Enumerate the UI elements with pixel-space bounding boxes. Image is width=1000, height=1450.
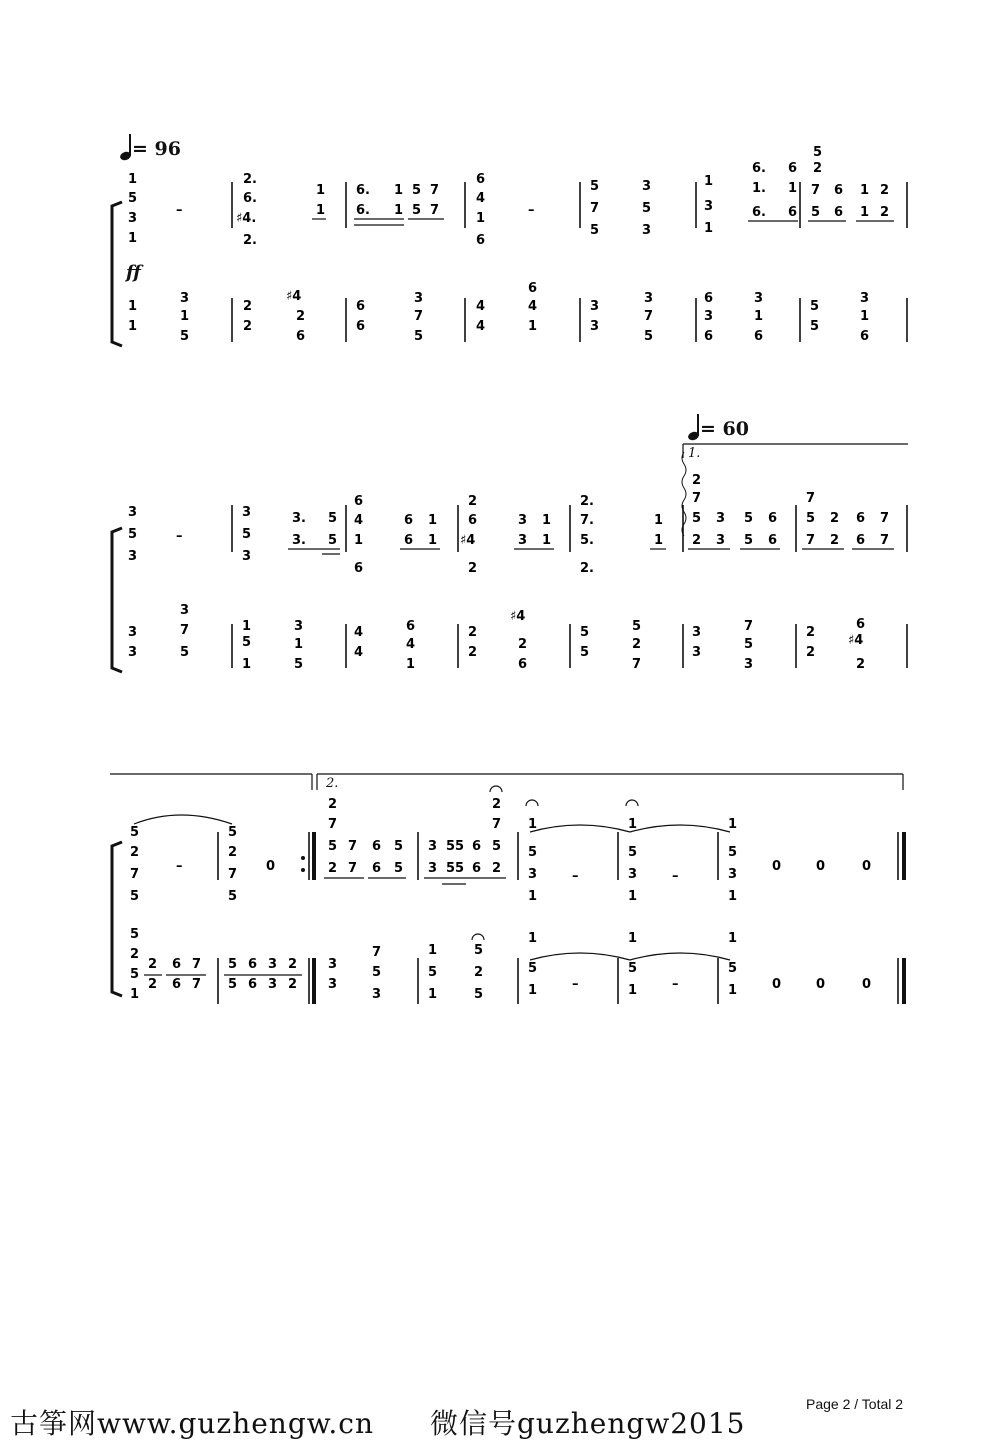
note: 1 xyxy=(528,817,538,832)
note: 2 xyxy=(228,845,238,860)
note: 3 xyxy=(704,309,714,324)
note: 6 xyxy=(860,329,870,344)
note: 5 xyxy=(528,845,538,860)
note: 3 xyxy=(692,625,702,640)
note: 1 xyxy=(128,299,138,314)
note: 1 xyxy=(728,983,738,998)
note: 1 xyxy=(542,513,552,528)
note: 5 xyxy=(294,657,304,672)
note: 6 xyxy=(476,233,486,248)
note: 1 xyxy=(628,983,638,998)
note: 6 xyxy=(856,511,866,526)
note: 3 xyxy=(692,645,702,660)
note: 1 xyxy=(406,657,416,672)
note: 5 xyxy=(744,511,754,526)
note: 3 xyxy=(754,291,764,306)
note: 5 xyxy=(728,961,738,976)
note: 2 xyxy=(148,957,158,972)
note: 0 xyxy=(266,859,276,874)
note: 2 xyxy=(492,797,502,812)
system-3-underlines xyxy=(324,878,506,884)
note: 1 xyxy=(654,513,664,528)
system-1-lower-notes xyxy=(128,281,869,344)
note: – xyxy=(672,977,679,992)
system-2 xyxy=(112,444,908,672)
note: 3 xyxy=(268,977,278,992)
note: 2 xyxy=(632,637,642,652)
note: 3 xyxy=(716,511,726,526)
note: 3 xyxy=(328,957,338,972)
note: 6 xyxy=(518,657,528,672)
note: 2 xyxy=(468,494,478,509)
note: 7 xyxy=(590,201,600,216)
note: 5 xyxy=(528,961,538,976)
note: 55 xyxy=(446,861,465,876)
note: 3 xyxy=(372,987,382,1002)
note: 7 xyxy=(414,309,424,324)
note: 0 xyxy=(862,977,872,992)
note: 6 xyxy=(372,861,382,876)
note: 6 xyxy=(406,619,416,634)
note: 6 xyxy=(172,957,182,972)
note: 5 xyxy=(813,145,823,160)
note: 7 xyxy=(348,861,358,876)
note: 1 xyxy=(628,889,638,904)
note: ♯4 xyxy=(510,609,526,624)
note: 6 xyxy=(834,205,844,220)
note: 1 xyxy=(428,513,438,528)
page-number: Page 2 / Total 2 xyxy=(806,1396,904,1412)
note: 2 xyxy=(468,561,478,576)
note: 5 xyxy=(428,965,438,980)
note: 2 xyxy=(148,977,158,992)
system-2-upper-notes xyxy=(128,473,889,576)
note: 6 xyxy=(354,494,364,509)
note: 6 xyxy=(248,957,258,972)
note: 2 xyxy=(692,533,702,548)
note: 5. xyxy=(580,533,594,548)
note: 1 xyxy=(242,657,252,672)
note: 5 xyxy=(412,203,422,218)
note: 2 xyxy=(468,645,478,660)
note: 6. xyxy=(356,203,370,218)
note: 6 xyxy=(404,533,414,548)
note: 5 xyxy=(642,201,652,216)
note: 2 xyxy=(830,511,840,526)
note: 3 xyxy=(128,211,138,226)
note: 4 xyxy=(476,319,486,334)
note: 6 xyxy=(768,533,778,548)
note: 5 xyxy=(394,861,404,876)
note: 1 xyxy=(294,637,304,652)
note: 3 xyxy=(704,199,714,214)
note: 2. xyxy=(243,172,257,187)
note: 2 xyxy=(243,299,253,314)
tempo-60-label: = 60 xyxy=(700,418,749,440)
note: 5 xyxy=(130,825,140,840)
note: 3 xyxy=(268,957,278,972)
note: – xyxy=(176,203,183,218)
note: 6. xyxy=(356,183,370,198)
note: 1 xyxy=(428,533,438,548)
note: 3 xyxy=(642,179,652,194)
note: 1 xyxy=(788,181,798,196)
note: 5 xyxy=(130,889,140,904)
note: 7 xyxy=(130,867,140,882)
note: 0 xyxy=(772,859,782,874)
note: 7 xyxy=(192,957,202,972)
note: 2 xyxy=(830,533,840,548)
note: 3 xyxy=(628,867,638,882)
note: 6. xyxy=(752,161,766,176)
note: 1 xyxy=(528,931,538,946)
note: 3 xyxy=(414,291,424,306)
note: 3 xyxy=(528,867,538,882)
tempo-96-label: = 96 xyxy=(132,138,181,160)
note: 7 xyxy=(632,657,642,672)
note: 5 xyxy=(810,299,820,314)
note: 5 xyxy=(692,511,702,526)
note: 3 xyxy=(518,533,528,548)
note: 3 xyxy=(728,867,738,882)
note: 1 xyxy=(860,183,870,198)
note: 1 xyxy=(316,183,326,198)
note: 4 xyxy=(476,299,486,314)
note: 55 xyxy=(446,839,465,854)
note: 1 xyxy=(628,817,638,832)
note: 5 xyxy=(228,825,238,840)
note: 2 xyxy=(474,965,484,980)
note: 5 xyxy=(328,533,338,548)
note: 3 xyxy=(744,657,754,672)
note: 5 xyxy=(806,511,816,526)
note: 5 xyxy=(474,987,484,1002)
note: 7 xyxy=(228,867,238,882)
note: 6 xyxy=(372,839,382,854)
note: 1 xyxy=(130,987,140,1002)
tie-icon xyxy=(530,953,730,960)
note: 6 xyxy=(856,617,866,632)
note: 5 xyxy=(328,839,338,854)
note: 6 xyxy=(754,329,764,344)
note: 6 xyxy=(704,329,714,344)
system-3-lower-notes xyxy=(130,927,871,1002)
system-3-upper-notes xyxy=(130,797,871,904)
system-3-barlines xyxy=(218,832,904,1004)
note: 6 xyxy=(468,513,478,528)
note: 5 xyxy=(590,179,600,194)
system-2-brace xyxy=(112,528,122,672)
note: 5 xyxy=(412,183,422,198)
note: 1 xyxy=(754,309,764,324)
note: 6 xyxy=(172,977,182,992)
note: 4 xyxy=(354,645,364,660)
note: 1 xyxy=(728,817,738,832)
note: 3 xyxy=(590,299,600,314)
note: 6 xyxy=(788,205,798,220)
note: 2 xyxy=(880,183,890,198)
note: 6 xyxy=(356,319,366,334)
note: 7 xyxy=(692,491,702,506)
note: 7 xyxy=(430,203,440,218)
note: 1 xyxy=(180,309,190,324)
note: 5 xyxy=(130,967,140,982)
repeat-dots xyxy=(301,856,305,872)
note: 2 xyxy=(806,625,816,640)
note: 5 xyxy=(811,205,821,220)
system-1-underlines xyxy=(312,219,894,225)
note: 5 xyxy=(744,637,754,652)
note: 7 xyxy=(880,533,890,548)
note: 1 xyxy=(528,319,538,334)
note: 3 xyxy=(860,291,870,306)
note: 6 xyxy=(356,299,366,314)
note: 5 xyxy=(474,943,484,958)
note: 2 xyxy=(328,861,338,876)
note: 1 xyxy=(728,931,738,946)
note: 1 xyxy=(428,943,438,958)
note: 1 xyxy=(354,533,364,548)
note: 7 xyxy=(492,817,502,832)
system-2-lower-notes xyxy=(128,603,865,672)
note: 7 xyxy=(430,183,440,198)
note: 3 xyxy=(294,619,304,634)
footer-site-text: 古筝网www.guzhengw.cn xyxy=(10,1407,375,1440)
note: – xyxy=(572,869,579,884)
note: 6 xyxy=(768,511,778,526)
volta-second-label: 2. xyxy=(326,776,339,791)
system-3-brace xyxy=(112,842,122,996)
note: 3 xyxy=(180,291,190,306)
note: 2 xyxy=(296,309,306,324)
note: 6 xyxy=(296,329,306,344)
note: 5 xyxy=(130,927,140,942)
note: 3. xyxy=(292,533,306,548)
note: – xyxy=(528,203,535,218)
note: 2. xyxy=(580,494,594,509)
note: 1 xyxy=(394,183,404,198)
note: 3 xyxy=(128,625,138,640)
note: 2 xyxy=(130,947,140,962)
note: ♯4 xyxy=(848,633,864,648)
note: – xyxy=(572,977,579,992)
note: 5 xyxy=(228,957,238,972)
note: 3 xyxy=(590,319,600,334)
note: – xyxy=(672,869,679,884)
note: 2 xyxy=(856,657,866,672)
note: 5 xyxy=(394,839,404,854)
note: 3 xyxy=(180,603,190,618)
system-1 xyxy=(112,145,907,346)
note: 7 xyxy=(328,817,338,832)
note: 5 xyxy=(328,511,338,526)
note: 1 xyxy=(394,203,404,218)
note: 6 xyxy=(788,161,798,176)
note: 5 xyxy=(810,319,820,334)
note: 7 xyxy=(806,491,816,506)
note: 5 xyxy=(628,961,638,976)
note: 5 xyxy=(128,191,138,206)
note: 3 xyxy=(428,839,438,854)
note: – xyxy=(176,859,183,874)
note: 2. xyxy=(243,233,257,248)
volta-first-label: 1. xyxy=(688,446,701,461)
note: 3 xyxy=(128,645,138,660)
note: 5 xyxy=(728,845,738,860)
note: 2 xyxy=(813,161,823,176)
note: 6 xyxy=(472,861,482,876)
note: 6 xyxy=(248,977,258,992)
note: 3 xyxy=(128,505,138,520)
note: 7 xyxy=(880,511,890,526)
note: 5 xyxy=(744,533,754,548)
note: 2 xyxy=(243,319,253,334)
note: 1 xyxy=(128,172,138,187)
note: 1 xyxy=(654,533,664,548)
note: 5 xyxy=(644,329,654,344)
note: 1 xyxy=(860,309,870,324)
note: 3. xyxy=(292,511,306,526)
note: 1 xyxy=(704,174,714,189)
note: 1 xyxy=(542,533,552,548)
dynamic-ff: ff xyxy=(126,262,141,283)
note: 7 xyxy=(744,619,754,634)
note: 5 xyxy=(580,625,590,640)
note: 1 xyxy=(528,889,538,904)
note: 1 xyxy=(128,231,138,246)
note: 2 xyxy=(288,957,298,972)
footer-wechat-text: 微信号guzhengw2015 xyxy=(430,1407,746,1440)
note: 6 xyxy=(404,513,414,528)
note: 2 xyxy=(492,861,502,876)
note: 7 xyxy=(644,309,654,324)
note: 5 xyxy=(180,329,190,344)
note: 7 xyxy=(180,623,190,638)
note: 4 xyxy=(406,637,416,652)
note: 3 xyxy=(242,505,252,520)
system-2-underlines xyxy=(288,549,894,554)
note: 1 xyxy=(860,205,870,220)
note: 5 xyxy=(128,527,138,542)
note: 0 xyxy=(816,977,826,992)
note: 5 xyxy=(228,889,238,904)
note: 0 xyxy=(772,977,782,992)
note: 6 xyxy=(472,839,482,854)
note: 5 xyxy=(180,645,190,660)
note: 5 xyxy=(632,619,642,634)
note: 5 xyxy=(228,977,238,992)
note: 1 xyxy=(428,987,438,1002)
note: 1 xyxy=(528,983,538,998)
note: 0 xyxy=(816,859,826,874)
note: 2 xyxy=(130,845,140,860)
note: 6. xyxy=(752,205,766,220)
note: 7 xyxy=(348,839,358,854)
system-3 xyxy=(110,774,904,1004)
note: 6 xyxy=(856,533,866,548)
note: 6. xyxy=(243,191,257,206)
note: 7 xyxy=(806,533,816,548)
note: 0 xyxy=(862,859,872,874)
system-1-brace xyxy=(112,202,122,346)
note: 2 xyxy=(518,637,528,652)
note: 4 xyxy=(354,625,364,640)
note: 5 xyxy=(372,965,382,980)
note: 4 xyxy=(476,191,486,206)
note: 3 xyxy=(328,977,338,992)
note: 3 xyxy=(716,533,726,548)
note: ♯4 xyxy=(286,289,302,304)
note: 1 xyxy=(628,931,638,946)
note: 1 xyxy=(728,889,738,904)
note: 6 xyxy=(354,561,364,576)
note: 5 xyxy=(590,223,600,238)
note: 1 xyxy=(128,319,138,334)
note: 2 xyxy=(692,473,702,488)
note: 6 xyxy=(528,281,538,296)
note: 3 xyxy=(242,549,252,564)
note: 7. xyxy=(580,513,594,528)
note: 3 xyxy=(128,549,138,564)
note: 3 xyxy=(644,291,654,306)
note: 1 xyxy=(476,211,486,226)
note: 2 xyxy=(806,645,816,660)
note: 5 xyxy=(580,645,590,660)
note: 7 xyxy=(372,945,382,960)
note: 1 xyxy=(316,203,326,218)
system-1-barlines xyxy=(232,182,907,342)
note: 5 xyxy=(628,845,638,860)
note: 5 xyxy=(242,527,252,542)
note: 5 xyxy=(242,635,252,650)
tie-icon xyxy=(134,815,232,824)
note: 2 xyxy=(880,205,890,220)
note: 7 xyxy=(811,183,821,198)
system-1-upper-notes xyxy=(128,145,889,248)
note: 4 xyxy=(528,299,538,314)
note: 1 xyxy=(704,221,714,236)
system-2-barlines xyxy=(232,505,907,668)
note: 7 xyxy=(192,977,202,992)
note: – xyxy=(176,529,183,544)
note: 4 xyxy=(354,513,364,528)
note: 1. xyxy=(752,181,766,196)
note: 2 xyxy=(288,977,298,992)
note: 2 xyxy=(328,797,338,812)
note: 2. xyxy=(580,561,594,576)
note: 5 xyxy=(414,329,424,344)
note: ♯4 xyxy=(460,533,476,548)
note: 3 xyxy=(642,223,652,238)
note: ♯4. xyxy=(236,211,257,226)
note: 6 xyxy=(704,291,714,306)
note: 3 xyxy=(518,513,528,528)
note: 5 xyxy=(492,839,502,854)
note: 6 xyxy=(834,183,844,198)
note: 6 xyxy=(476,172,486,187)
note: 2 xyxy=(468,625,478,640)
note: 3 xyxy=(428,861,438,876)
note: 1 xyxy=(242,619,252,634)
